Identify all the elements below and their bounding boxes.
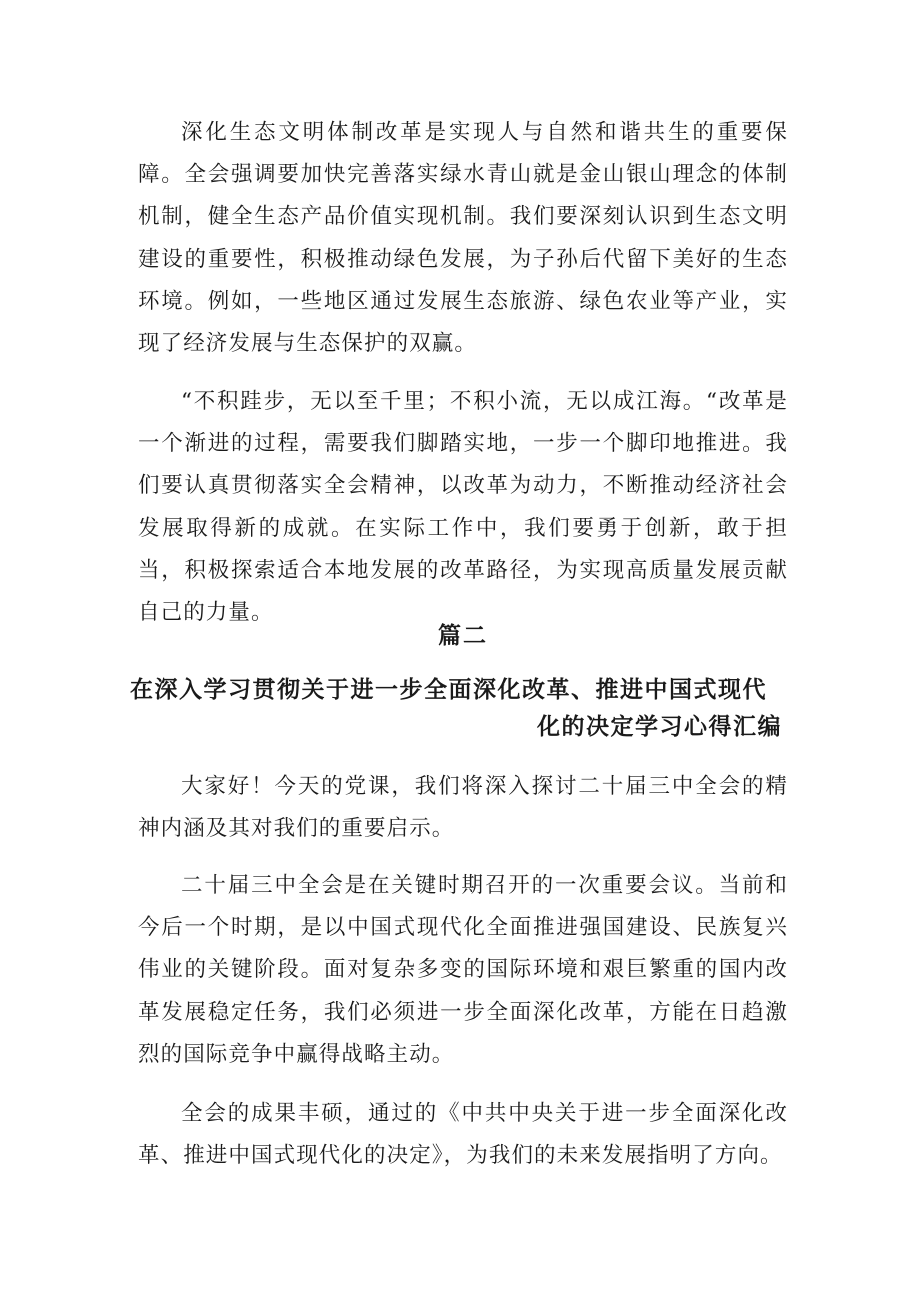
paragraph-plenary-results: 全会的成果丰硕，通过的《中共中央关于进一步全面深化改革、推进中国式现代化的决定》，为我们的未来发展指明了方向。 [138,1101,788,1169]
paragraph-greeting: 大家好！今天的党课，我们将深入探讨二十届三中全会的精神内涵及其对我们的重要启示。 [138,774,788,842]
paragraph-plenary-session: 二十届三中全会是在关键时期召开的一次重要会议。当前和今后一个时期，是以中国式现代化全面推进强国建设、民族复兴伟业的关键阶段。面对复杂多变的国际环境和艰巨繁重的国内改革发展稳定任务，我们必须进一步全面深化改革，方能在日趋激烈的国际竞争中赢得战略主动。 [138,873,788,1067]
section-title-line-1: 在深入学习贯彻关于进一步全面深化改革、推进中国式现代 [130,677,767,703]
section-heading: 篇二 [438,623,488,649]
paragraph-ecological-reform: 深化生态文明体制改革是实现人与自然和谐共生的重要保障。全会强调要加快完善落实绿水青山就是金山银山理念的体制机制，健全生态产品价值实现机制。我们要深刻认识到生态文明建设的重要性，积极推动绿色发展，为子孙后代留下美好的生态环境。例如，一些地区通过发展生态旅游、绿色农业等产业，实现了经济发展与生态保护的双赢。 [138,120,788,357]
paragraph-gradual-reform: “不积跬步，无以至千里；不积小流，无以成江海。“改革是一个渐进的过程，需要我们脚踏实地，一步一个脚印地推进。我们要认真贯彻落实全会精神，以改革为动力，不断推动经济社会发展取得新的成就。在实际工作中，我们要勇于创新，敢于担当，积极探索适合本地发展的改革路径，为实现高质量发展贡献自己的力量。 [138,389,788,626]
section-title [130,672,790,746]
section-title-line-2: 化的决定学习心得汇编 [537,714,782,740]
